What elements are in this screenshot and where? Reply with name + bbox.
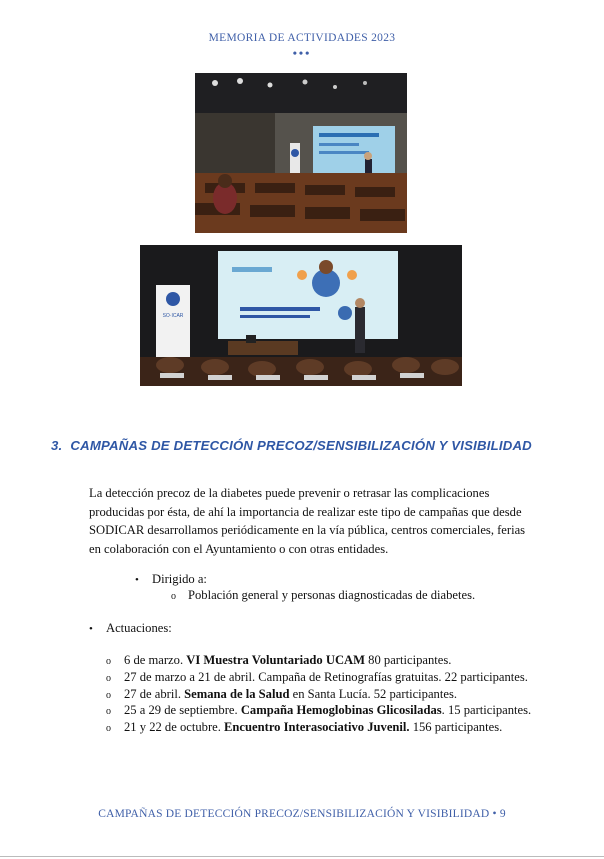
list-item (106, 687, 546, 704)
bullet-icon: • (135, 574, 139, 586)
circle-bullet-icon: o (106, 706, 111, 718)
auditorium-illustration (195, 73, 407, 233)
item-bold-text: Encuentro Interasociativo Juvenil. (224, 720, 410, 735)
circle-bullet-icon: o (106, 672, 111, 684)
circle-bullet-icon: o (106, 689, 111, 701)
actuaciones-list (106, 653, 546, 737)
list-item (106, 653, 546, 670)
circle-bullet-icon: o (106, 656, 111, 667)
item-text: 27 de marzo a 21 de abril. Campaña de Retinografías gratuitas. 22 participantes. (124, 669, 528, 684)
item-bold-text: Campaña Hemoglobinas Glicosiladas (240, 703, 442, 718)
list-item (106, 670, 546, 687)
item-bold-text: Semana de la Salud (184, 686, 290, 701)
actuaciones-bullet (89, 619, 172, 638)
list-item (106, 703, 546, 720)
actuaciones-label: Actuaciones: (106, 621, 172, 635)
dirigido-label: Dirigido a: (152, 572, 207, 586)
intro-paragraph: La detección precoz de la diabetes puede prevenir o retrasar las complicaciones producidas por ésta, de ahí la importancia de realizar este tipo de campañas que desde SODICAR desarrollamos periódicamente en la vía pública, centros comerciales, ferias en colaboración con el Ayuntamiento o con otras entidades. (89, 486, 526, 556)
poster-logo-text: SO·ICAR (162, 313, 184, 319)
dirigido-item-text: Población general y personas diagnosticadas de diabetes. (188, 588, 476, 602)
circle-bullet-icon: o (171, 591, 176, 602)
dirigido-subitem (171, 586, 475, 606)
item-text: en Santa Lucía. 52 participantes. (289, 686, 457, 701)
item-text: 25 a 29 de septiembre. (124, 703, 241, 718)
section-title: CAMPAÑAS DE DETECCIÓN PRECOZ/SENSIBILIZACIÓN Y VISIBILIDAD (70, 438, 532, 453)
header-dots: ••• (292, 46, 312, 60)
item-text: 156 participantes. (409, 720, 503, 735)
page-footer: CAMPAÑAS DE DETECCIÓN PRECOZ/SENSIBILIZACIÓN Y VISIBILIDAD • 9 (98, 808, 506, 820)
item-bold-text: VI Muestra Voluntariado UCAM (186, 653, 366, 667)
bullet-icon: • (89, 623, 93, 635)
list-item (106, 720, 546, 737)
section-number: 3. (51, 438, 63, 453)
item-text: 27 de abril. (124, 686, 185, 701)
speaker-illustration (140, 245, 462, 386)
footer-divider (0, 856, 604, 857)
item-text: 6 de marzo. (124, 653, 187, 667)
circle-bullet-icon: o (106, 723, 111, 735)
section-heading (51, 438, 571, 453)
photo-conference-auditorium (195, 73, 407, 233)
item-text: 80 participantes. (365, 653, 452, 667)
page-header-title: MEMORIA DE ACTIVIDADES 2023 (208, 32, 396, 44)
item-text: 21 y 22 de octubre. (124, 720, 225, 735)
item-text: . 15 participantes. (441, 703, 532, 718)
photo-conference-speaker (140, 245, 462, 386)
